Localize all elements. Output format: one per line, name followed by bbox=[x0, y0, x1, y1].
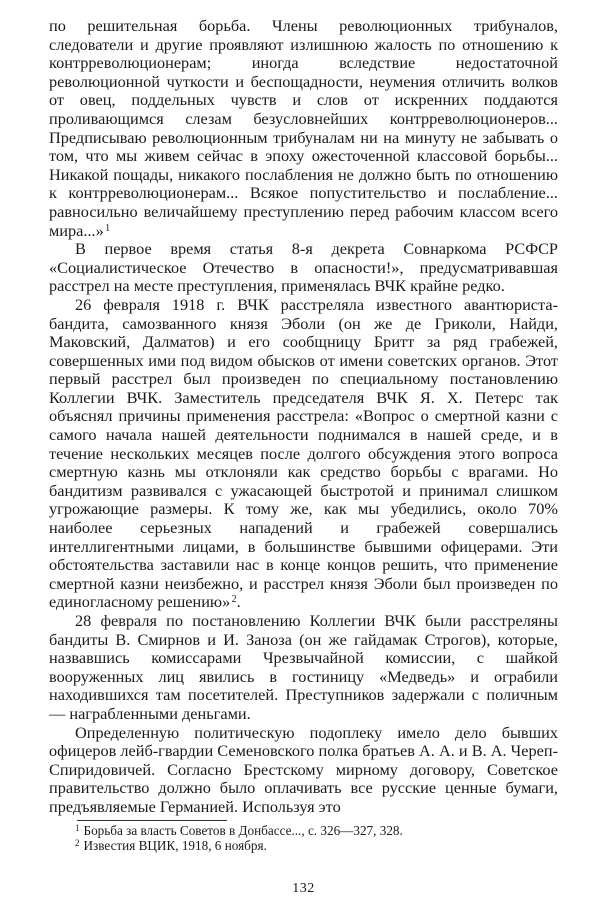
body-text bbox=[49, 17, 558, 817]
footnote-marker: 2 bbox=[75, 838, 80, 849]
paragraph bbox=[49, 240, 558, 296]
footnote-marker: 1 bbox=[75, 822, 80, 833]
paragraph: 26 февраля 1918 г. ВЧК расстреляла известного авантюриста-бандита, самозванного князя Эболи (он же де Гриколи, Найди, Маковский, Далматов) и его сообщницу Бритт за ряд грабежей, совершенных ими под видом обысков от имени советских органов. Этот первый расстрел был произведен по специальному постановлению Коллегии ВЧК. Заместитель председателя ВЧК Я. Х. Петерс так объяснял причины применения расстрела: «Вопрос о смертной казни с самого начала нашей деятельности поднимался в нашей среде, и в течение нескольких месяцев после долгого обсуждения этого вопроса смертную казнь мы отклоняли как средство борьбы с врагами. Но бандитизм развивался с ужасающей быстротой и принимал слишком угрожающие размеры. К тому же, как мы убедились, около 70% наиболее серьезных нападений и грабежей совершались интеллигентными лицами, в большинстве бывшими офицерами. Эти обстоятельства заставили нас в конце концов решить, что применение смертной казни неизбежно, и расстрел князя Эболи был произведен по единогласному решению» $^2$. bbox=[49, 294, 558, 612]
book-page bbox=[49, 17, 558, 897]
paragraph-text: В первое время статья 8-я декрета Совнаркома РСФСР «Социалистическое Отечество в опасности!», предусматривавшая расстрел на месте преступления, применялась ВЧК крайне редко. bbox=[49, 239, 558, 296]
footnote-divider bbox=[77, 820, 227, 821]
footnote bbox=[49, 823, 558, 839]
paragraph bbox=[49, 612, 558, 724]
paragraph bbox=[49, 17, 558, 240]
paragraph-text: по решительная борьба. Члены революционных трибуналов, следователи и другие проявляют излишнюю жалость по отношению к контрреволюционерам; иногда вследствие недостаточной революционной чуткости и беспощадности, неумения отличить волков от овец, поддельных чувств и слов от искренних поддаются проливающимся слезам безусловнейших контрреволюционеров... Предписываю революционным трибуналам ни на минуту не забывать о том, что мы живем сейчас в эпоху ожесточенной классовой борьбы... Никакой пощады, никакого послабления не должно быть по отношению к контрреволюционерам... Всякое попустительство и послабление... равносильно величайшему преступлению перед рабочим классом всего мира...» bbox=[49, 16, 558, 240]
paragraph-text: Определенную политическую подоплеку имело дело бывших офицеров лейб-гвардии Семеновского полка братьев А. А. и В. А. Череп-Спиридовичей. Согласно Брестскому мирному договору, Советское правительство должно было оплачивать все русские ценные бумаги, предъявляемые Германией. Используя это bbox=[49, 722, 558, 816]
page-number: 132 bbox=[292, 880, 315, 896]
footnotes bbox=[49, 823, 558, 854]
footnote-ref: 2 bbox=[231, 594, 237, 606]
footnote-text: Борьба за власть Советов в Донбассе..., с. 326—327, 328. bbox=[83, 822, 403, 838]
paragraph bbox=[49, 724, 558, 817]
footnote bbox=[49, 838, 558, 854]
footnote-ref: 1 bbox=[105, 222, 111, 234]
paragraph-text: 26 февраля 1918 г. ВЧК расстреляла известного авантюриста-бандита, самозванного князя Эболи (он же де Гриколи, Найди, Маковский, Далматов) и его сообщницу Бритт за ряд грабежей, совершенных ими под видом обысков от имени советских органов. Этот первый расстрел был произведен по специальному постановлению Коллегии ВЧК. Заместитель председателя ВЧК Я. Х. Петерс так объяснял причины применения расстрела: «Вопрос о смертной казни с самого начала нашей деятельности поднимался в нашей среде, и в течение нескольких месяцев после долгого обсуждения этого вопроса смертную казнь мы отклоняли как средство борьбы с врагами. Но бандитизм развивался с ужасающей быстротой и принимал слишком угрожающие размеры. К тому же, как мы убедились, около 70% наиболее серьезных нападений и грабежей совершались интеллигентными лицами, в большинстве бывшими офицерами. Эти обстоятельства заставили нас в конце концов решить, что применение смертной казни неизбежно, и расстрел князя Эболи был произведен по единогласному решению» bbox=[49, 294, 558, 612]
paragraph-text: 28 февраля по постановлению Коллегии ВЧК были расстреляны бандиты В. Смирнов и И. Заноза (он же гайдамак Строгов), которые, назвавшись комиссарами Чрезвычайной комиссии, с шайкой вооруженных лиц явились в гостиницу «Медведь» и ограбили находившихся там посетителей. Преступников задержали с поличным — награбленными деньгами. bbox=[49, 611, 558, 723]
footnote-text: Известия ВЦИК, 1918, 6 ноября. bbox=[83, 838, 267, 854]
